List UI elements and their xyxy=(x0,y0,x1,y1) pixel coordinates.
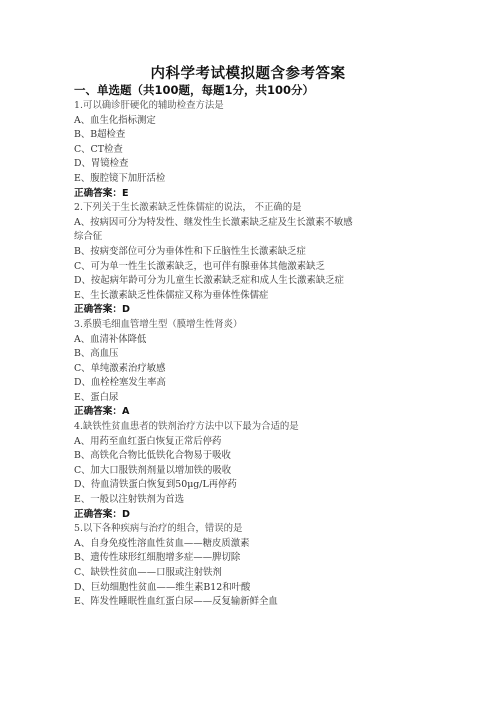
option-text: C、缺铁性贫血——口服或注射铁剂 xyxy=(74,567,222,578)
option-text: A、血清补体降低 xyxy=(74,333,147,345)
option-text: D、血栓栓塞发生率高 xyxy=(74,377,166,389)
question-text: 3.系膜毛细血管增生型（膜增生性肾炎） xyxy=(74,318,243,330)
option-text: C、CT检查 xyxy=(74,143,123,155)
option-text: E、腹腔镜下加肝活检 xyxy=(74,172,166,184)
question-text: 1.可以确诊肝硬化的辅助检查方法是 xyxy=(74,100,224,111)
option-text: D、按起病年龄可分为儿童生长激素缺乏症和成人生长激素缺乏症 xyxy=(74,275,345,287)
option-text: 综合征 xyxy=(74,231,103,243)
option-text: E、蛋白尿 xyxy=(74,391,119,403)
option-text: D、巨幼细胞性贫血——维生素B12和叶酸 xyxy=(74,581,251,593)
option-text: A、自身免疫性溶血性贫血——糖皮质激素 xyxy=(74,537,250,549)
answer-line: 正确答案：E xyxy=(74,187,129,199)
option-text: E、生长激素缺乏性侏儒症又称为垂体性侏儒症 xyxy=(74,289,269,301)
option-text: B、遗传性球形红细胞增多症——脾切除 xyxy=(74,552,241,564)
option-text: E、一般以注射铁剂为首选 xyxy=(74,494,184,506)
document-title: 内科学考试模拟题含参考答案 xyxy=(150,66,346,82)
option-text: A、血生化指标测定 xyxy=(74,114,156,126)
question-text: 2.下列关于生长激素缺乏性侏儒症的说法， 不正确的是 xyxy=(74,202,302,214)
section-heading: 一、单选题（共100题，每题1分，共100分） xyxy=(74,83,315,97)
option-text: B、按病变部位可分为垂体性和下丘脑性生长激素缺乏症 xyxy=(74,245,306,257)
option-text: D、胃镜检查 xyxy=(74,158,129,170)
option-text: E、阵发性睡眠性血红蛋白尿——反复输新鲜全血 xyxy=(74,596,278,608)
option-text: B、高铁化合物比低铁化合物易于吸收 xyxy=(74,450,231,462)
option-text: C、加大口服铁剂剂量以增加铁的吸收 xyxy=(74,464,232,476)
option-text: B、高血压 xyxy=(74,348,119,360)
option-text: B、B超检查 xyxy=(74,129,126,141)
option-text: D、待血清铁蛋白恢复到50μg/L再停药 xyxy=(74,479,237,491)
question-text: 5.以下各种疾病与治疗的组合，错误的是 xyxy=(74,523,243,535)
question-list xyxy=(74,99,434,610)
option-text: C、可为单一性生长激素缺乏，也可伴有腺垂体其他激素缺乏 xyxy=(74,260,325,272)
option-text: A、用药至血红蛋白恢复正常后停药 xyxy=(74,435,222,447)
answer-line: 正确答案：D xyxy=(74,304,130,316)
question-text: 4.缺铁性贫血患者的铁剂治疗方法中以下最为合适的是 xyxy=(74,421,299,433)
answer-line: 正确答案：D xyxy=(74,508,130,520)
option-text: C、单纯激素治疗敏感 xyxy=(74,362,166,374)
answer-line: 正确答案：A xyxy=(74,406,130,418)
option-text: A、按病因可分为特发性、继发性生长激素缺乏症及生长激素不敏感 xyxy=(74,216,353,228)
